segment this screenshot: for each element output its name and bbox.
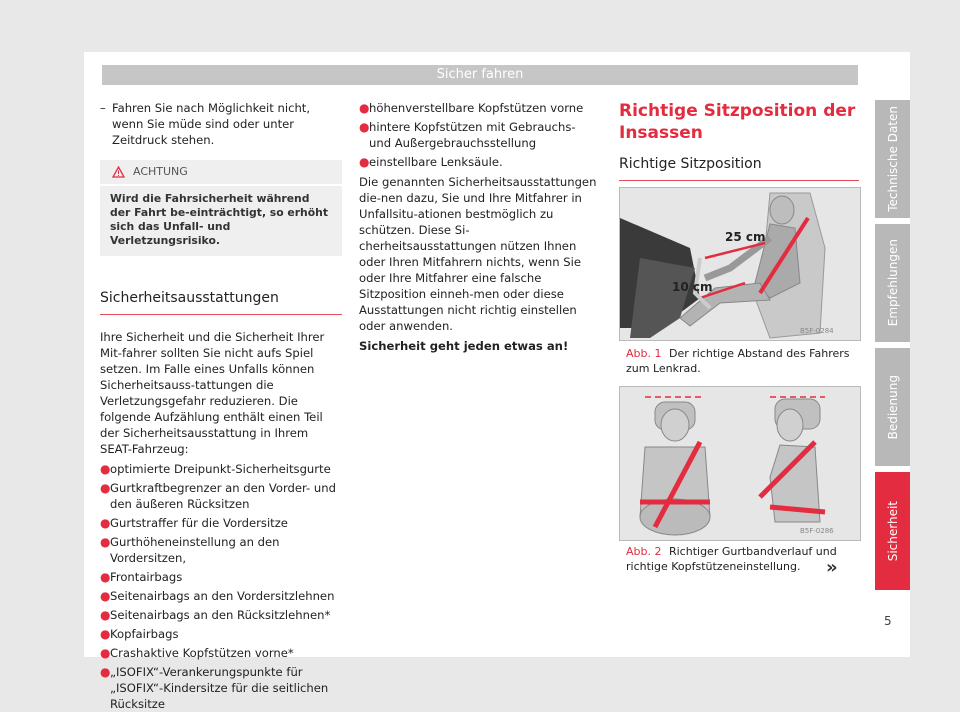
list-item: ● Frontairbags (100, 570, 183, 584)
warning-text: Wird die Fahrsicherheit während der Fahrt be-einträchtigt, so erhöht sich das Unfall- und Verletzungsrisiko. (110, 192, 329, 247)
warning-box (100, 160, 342, 256)
side-tab-bedienung[interactable]: Bedienung (875, 348, 910, 466)
continue-arrow-icon: » (826, 557, 838, 578)
list-item: ● höhenverstellbare Kopfstützen vorne (359, 101, 584, 115)
bold-statement: Sicherheit geht jeden etwas an! (359, 339, 569, 353)
figure-code: B5F-0286 (800, 527, 834, 535)
list-item: ● optimierte Dreipunkt-Sicherheitsgurte (100, 462, 331, 476)
list-item: ● Seitenairbags an den Vordersitzlehnen (100, 589, 335, 603)
bullet-icon: ● (100, 608, 111, 622)
bullet-icon: ● (359, 101, 370, 115)
bullet-icon: ● (359, 120, 370, 134)
figure-2-caption (626, 544, 858, 574)
bullet-icon: ● (100, 589, 111, 603)
body-paragraph: Die genannten Sicherheitsausstattungen die-nen dazu, Sie und Ihre Mitfahrer in Unfallsitu-ationen bestmöglich zu schützen. Diese Si-cherheitsausstattungen nützen Ihnen oder Ihren Mitfahrern nichts, wenn Sie oder Ihre Mitfahrer eine falsche Sitzposition einneh-men oder diese Ausstattungen nicht richtig einstellen oder anwenden. (359, 175, 597, 333)
bullet-icon: ● (100, 481, 111, 495)
caption-text: Richtiger Gurtbandverlauf und richtige Kopfstützeneinstellung. (626, 545, 837, 573)
caption-text: Der richtige Abstand des Fahrers zum Lenkrad. (626, 347, 850, 375)
warning-label: ACHTUNG (133, 165, 188, 178)
page-number: 5 (884, 614, 892, 628)
side-tab-empfehlungen[interactable]: Empfehlungen (875, 224, 910, 342)
list-item: ● einstellbare Lenksäule. (359, 155, 503, 169)
figure-number: Abb. 2 (626, 545, 662, 558)
list-item: ● „ISOFIX“-Verankerungspunkte für „ISOFIX“-Kindersitze für die seitlichen Rücksitze (100, 665, 329, 711)
column-3 (619, 100, 859, 181)
column-1 (100, 100, 342, 712)
bullet-icon: ● (100, 516, 111, 530)
figure-driver-distance (619, 187, 861, 341)
warning-header (100, 160, 342, 186)
list-item: ● Gurtkraftbegrenzer an den Vorder- und den äußeren Rücksitzen (100, 481, 336, 511)
distance-label-25: 25 cm (725, 230, 766, 244)
bullet-icon: ● (100, 535, 111, 549)
bullet-icon: ● (100, 646, 111, 660)
bullet-icon: ● (100, 462, 111, 476)
list-item: ● Gurtstraffer für die Vordersitze (100, 516, 288, 530)
dash-mark: – (100, 101, 106, 115)
dash-text: Fahren Sie nach Möglichkeit nicht, wenn Sie müde sind oder unter Zeitdruck stehen. (112, 101, 311, 147)
dash-item (100, 100, 342, 148)
belt-illustration (620, 387, 860, 540)
column-2 (359, 100, 601, 354)
figure-code: B5F-0284 (800, 327, 834, 335)
section-subtitle: Richtige Sitzposition (619, 156, 859, 181)
figure-number: Abb. 1 (626, 347, 662, 360)
page-header: Sicher fahren (102, 65, 858, 85)
chapter-title: Richtige Sitzposition der Insassen (619, 101, 856, 143)
section-title: Sicherheitsausstattungen (100, 290, 342, 315)
bullet-list (100, 461, 342, 712)
side-tab-sicherheit[interactable]: Sicherheit (875, 472, 910, 590)
driver-illustration (620, 188, 860, 340)
intro-paragraph: Ihre Sicherheit und die Sicherheit Ihrer Mit-fahrer sollten Sie nicht aufs Spiel setzen. Im Falle eines Unfalls können Sicherheitsauss-tattungen die Verletzungsgefahr reduzieren. Die folgende Aufzählung enthält einen Teil der Sicherheitsausstattung in Ihrem SEAT-Fahrzeug: (100, 330, 325, 456)
distance-label-10: 10 cm (672, 280, 713, 294)
bullet-icon: ● (100, 570, 111, 584)
list-item: ● hintere Kopfstützen mit Gebrauchs- und Außergebrauchsstellung (359, 120, 576, 150)
list-item: ● Crashaktive Kopfstützen vorne* (100, 646, 294, 660)
figure-belt-headrest (619, 386, 861, 541)
warning-icon (112, 166, 125, 178)
list-item: ● Kopfairbags (100, 627, 179, 641)
bullet-icon: ● (100, 665, 111, 679)
bullet-icon: ● (100, 627, 111, 641)
figure-1-caption (626, 346, 858, 376)
bullet-icon: ● (359, 155, 370, 169)
list-item: ● Gurthöheneinstellung an den Vordersitzen, (100, 535, 280, 565)
side-tab-technische-daten[interactable]: Technische Daten (875, 100, 910, 218)
list-item: ● Seitenairbags an den Rücksitzlehnen* (100, 608, 331, 622)
